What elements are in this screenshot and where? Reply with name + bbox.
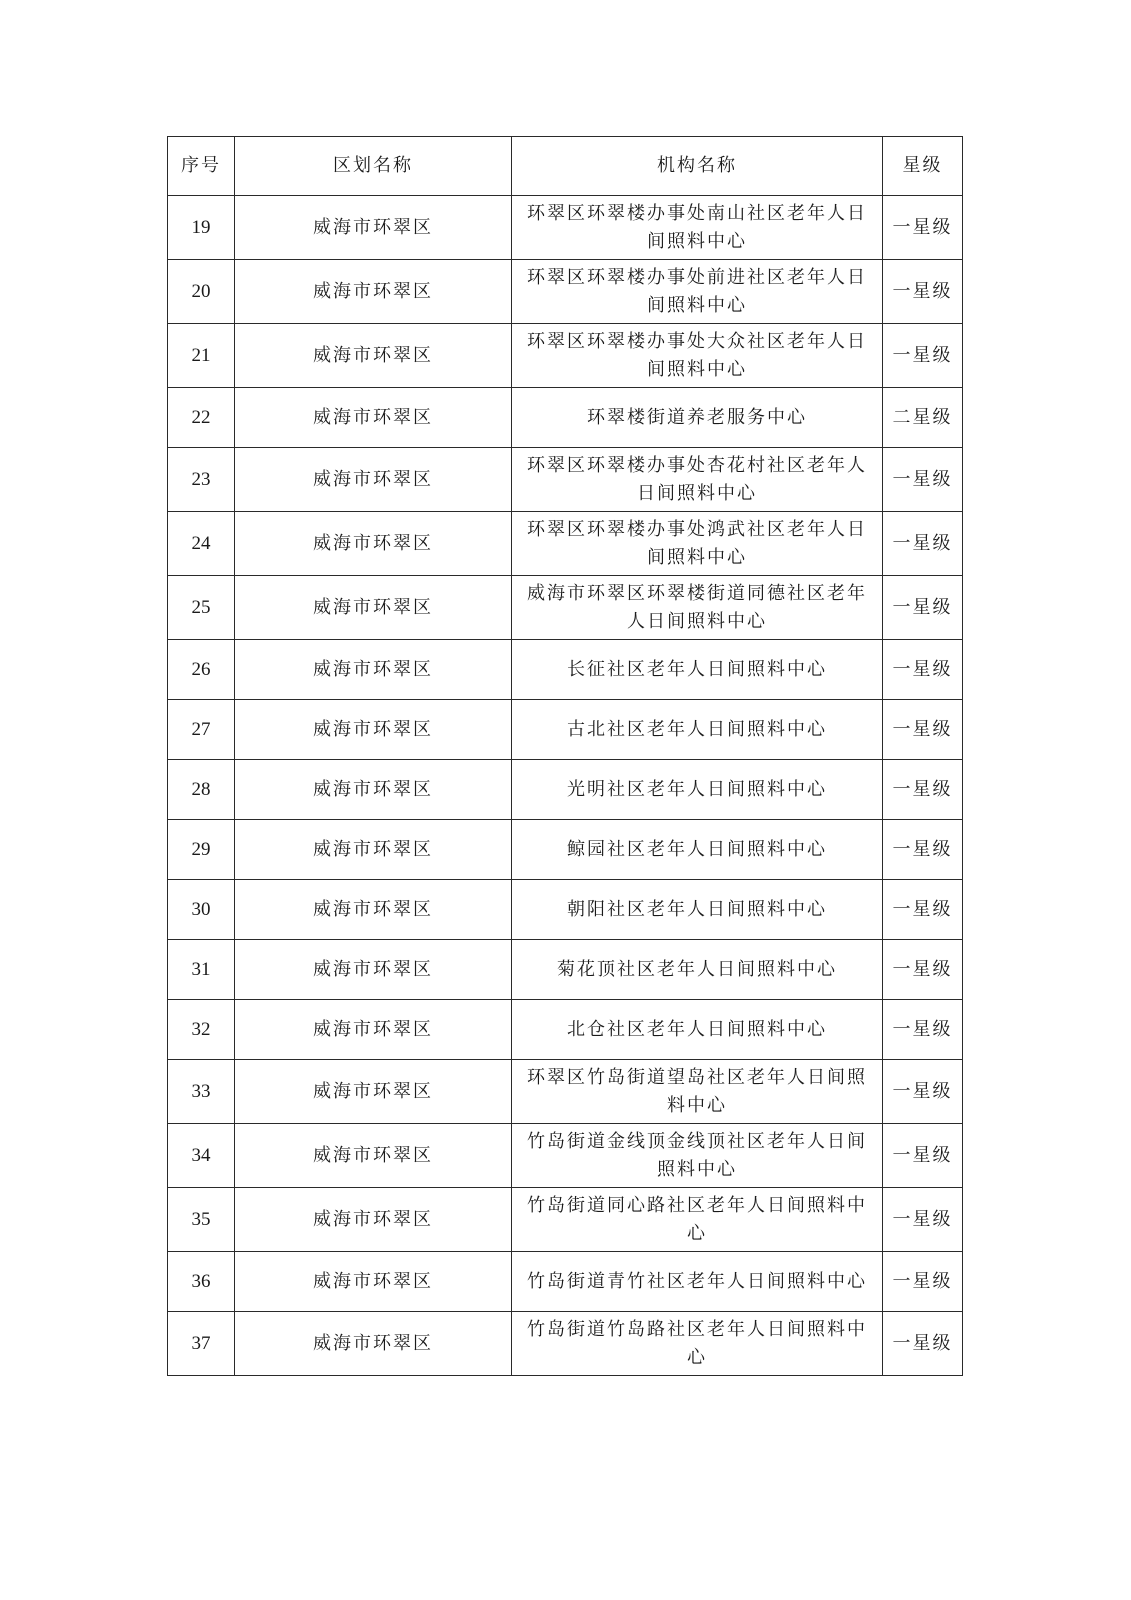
star-rating-cell: 一星级: [883, 512, 963, 576]
table-row: [168, 1312, 963, 1376]
table-row: [168, 512, 963, 576]
table-row: [168, 1060, 963, 1124]
institution-name-cell: 长征社区老年人日间照料中心: [512, 640, 883, 700]
table-row: [168, 448, 963, 512]
serial-number-cell: 23: [168, 448, 235, 512]
institution-name-cell: 环翠区环翠楼办事处鸿武社区老年人日间照料中心: [512, 512, 883, 576]
district-name-cell: 威海市环翠区: [235, 1060, 512, 1124]
institution-name-cell: 环翠区环翠楼办事处前进社区老年人日间照料中心: [512, 260, 883, 324]
district-name-cell: 威海市环翠区: [235, 880, 512, 940]
table-row: [168, 1124, 963, 1188]
star-rating-cell: 一星级: [883, 760, 963, 820]
serial-number-cell: 34: [168, 1124, 235, 1188]
serial-number-cell: 28: [168, 760, 235, 820]
district-name-cell: 威海市环翠区: [235, 1188, 512, 1252]
header-serial-number: 序号: [168, 137, 235, 196]
header-row: [168, 137, 963, 196]
district-name-cell: 威海市环翠区: [235, 576, 512, 640]
serial-number-cell: 35: [168, 1188, 235, 1252]
serial-number-cell: 25: [168, 576, 235, 640]
district-name-cell: 威海市环翠区: [235, 940, 512, 1000]
star-rating-cell: 一星级: [883, 324, 963, 388]
star-rating-cell: 一星级: [883, 196, 963, 260]
table-body: [168, 196, 963, 1376]
district-name-cell: 威海市环翠区: [235, 448, 512, 512]
star-rating-cell: 一星级: [883, 640, 963, 700]
district-name-cell: 威海市环翠区: [235, 700, 512, 760]
institution-name-cell: 威海市环翠区环翠楼街道同德社区老年人日间照料中心: [512, 576, 883, 640]
star-rating-cell: 一星级: [883, 1124, 963, 1188]
institution-name-cell: 竹岛街道金线顶金线顶社区老年人日间照料中心: [512, 1124, 883, 1188]
table-row: [168, 940, 963, 1000]
table-row: [168, 640, 963, 700]
institution-name-cell: 环翠区竹岛街道望岛社区老年人日间照料中心: [512, 1060, 883, 1124]
serial-number-cell: 24: [168, 512, 235, 576]
institution-name-cell: 鲸园社区老年人日间照料中心: [512, 820, 883, 880]
institution-name-cell: 竹岛街道青竹社区老年人日间照料中心: [512, 1252, 883, 1312]
serial-number-cell: 27: [168, 700, 235, 760]
district-name-cell: 威海市环翠区: [235, 196, 512, 260]
institution-name-cell: 环翠区环翠楼办事处大众社区老年人日间照料中心: [512, 324, 883, 388]
serial-number-cell: 19: [168, 196, 235, 260]
serial-number-cell: 29: [168, 820, 235, 880]
table-row: [168, 1252, 963, 1312]
district-name-cell: 威海市环翠区: [235, 1000, 512, 1060]
table-row: [168, 260, 963, 324]
header-district-name: 区划名称: [235, 137, 512, 196]
serial-number-cell: 32: [168, 1000, 235, 1060]
district-name-cell: 威海市环翠区: [235, 820, 512, 880]
serial-number-cell: 31: [168, 940, 235, 1000]
district-name-cell: 威海市环翠区: [235, 1312, 512, 1376]
table-row: [168, 1000, 963, 1060]
serial-number-cell: 26: [168, 640, 235, 700]
table-row: [168, 700, 963, 760]
institution-name-cell: 北仓社区老年人日间照料中心: [512, 1000, 883, 1060]
table-row: [168, 760, 963, 820]
star-rating-cell: 一星级: [883, 940, 963, 1000]
table-row: [168, 324, 963, 388]
serial-number-cell: 30: [168, 880, 235, 940]
institution-name-cell: 环翠区环翠楼办事处南山社区老年人日间照料中心: [512, 196, 883, 260]
star-rating-cell: 一星级: [883, 1312, 963, 1376]
star-rating-cell: 一星级: [883, 1252, 963, 1312]
district-name-cell: 威海市环翠区: [235, 760, 512, 820]
serial-number-cell: 36: [168, 1252, 235, 1312]
institution-table: [167, 136, 963, 1376]
serial-number-cell: 20: [168, 260, 235, 324]
institution-name-cell: 古北社区老年人日间照料中心: [512, 700, 883, 760]
institution-name-cell: 环翠区环翠楼办事处杏花村社区老年人日间照料中心: [512, 448, 883, 512]
serial-number-cell: 37: [168, 1312, 235, 1376]
district-name-cell: 威海市环翠区: [235, 388, 512, 448]
table-row: [168, 388, 963, 448]
star-rating-cell: 一星级: [883, 820, 963, 880]
table-row: [168, 880, 963, 940]
institution-name-cell: 竹岛街道同心路社区老年人日间照料中心: [512, 1188, 883, 1252]
serial-number-cell: 22: [168, 388, 235, 448]
district-name-cell: 威海市环翠区: [235, 260, 512, 324]
institution-name-cell: 菊花顶社区老年人日间照料中心: [512, 940, 883, 1000]
star-rating-cell: 二星级: [883, 388, 963, 448]
table-row: [168, 196, 963, 260]
table-header: [168, 137, 963, 196]
serial-number-cell: 21: [168, 324, 235, 388]
star-rating-cell: 一星级: [883, 576, 963, 640]
district-name-cell: 威海市环翠区: [235, 1124, 512, 1188]
star-rating-cell: 一星级: [883, 260, 963, 324]
institution-name-cell: 竹岛街道竹岛路社区老年人日间照料中心: [512, 1312, 883, 1376]
table-row: [168, 576, 963, 640]
star-rating-cell: 一星级: [883, 880, 963, 940]
institution-name-cell: 光明社区老年人日间照料中心: [512, 760, 883, 820]
district-name-cell: 威海市环翠区: [235, 512, 512, 576]
star-rating-cell: 一星级: [883, 1060, 963, 1124]
star-rating-cell: 一星级: [883, 448, 963, 512]
star-rating-cell: 一星级: [883, 700, 963, 760]
institution-name-cell: 朝阳社区老年人日间照料中心: [512, 880, 883, 940]
star-rating-cell: 一星级: [883, 1000, 963, 1060]
district-name-cell: 威海市环翠区: [235, 640, 512, 700]
table-row: [168, 1188, 963, 1252]
serial-number-cell: 33: [168, 1060, 235, 1124]
header-institution-name: 机构名称: [512, 137, 883, 196]
star-rating-cell: 一星级: [883, 1188, 963, 1252]
header-star-rating: 星级: [883, 137, 963, 196]
district-name-cell: 威海市环翠区: [235, 324, 512, 388]
district-name-cell: 威海市环翠区: [235, 1252, 512, 1312]
institution-name-cell: 环翠楼街道养老服务中心: [512, 388, 883, 448]
table-row: [168, 820, 963, 880]
